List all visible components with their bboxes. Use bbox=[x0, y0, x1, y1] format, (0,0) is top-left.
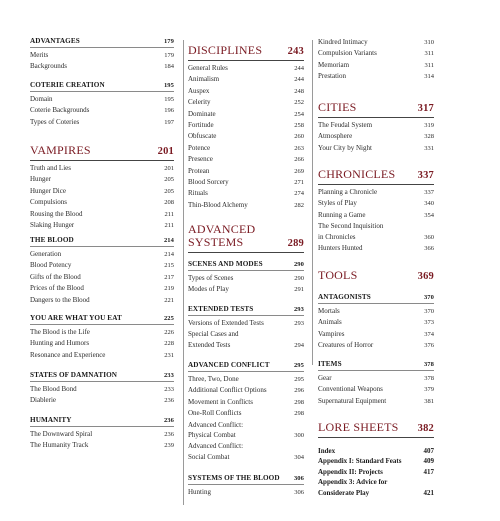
toc-entry[interactable]: The Feudal System 319 bbox=[318, 121, 434, 129]
toc-entry[interactable]: Three, Two, Done 295 bbox=[188, 375, 304, 383]
toc-entry[interactable]: The Humanity Track 239 bbox=[30, 441, 174, 450]
divider bbox=[30, 324, 174, 325]
divider bbox=[188, 315, 304, 316]
toc-entry[interactable]: Blood Potency 215 bbox=[30, 261, 174, 270]
divider bbox=[30, 91, 174, 92]
toc-entry[interactable]: Considerate Play 421 bbox=[318, 488, 434, 497]
toc-entry[interactable]: Slaking Hunger 211 bbox=[30, 221, 174, 230]
toc-entry[interactable]: Diablerie 236 bbox=[30, 396, 174, 405]
section-heading: ADVANTAGES 179 bbox=[30, 37, 174, 45]
divider bbox=[318, 437, 434, 438]
divider bbox=[188, 484, 304, 485]
toc-entry[interactable]: Running a Game 354 bbox=[318, 210, 434, 219]
toc-section bbox=[188, 43, 304, 211]
toc-section bbox=[318, 420, 434, 440]
toc-section bbox=[188, 223, 304, 255]
toc-entry[interactable]: Dominate 254 bbox=[188, 109, 304, 118]
toc-entry[interactable]: Special Cases and bbox=[188, 330, 239, 339]
chapter-heading: CHRONICLES 337 bbox=[318, 167, 434, 181]
column-divider bbox=[312, 40, 313, 365]
toc-entry[interactable]: Rousing the Blood 211 bbox=[30, 209, 174, 218]
toc-entry[interactable]: Styles of Play 340 bbox=[318, 199, 434, 208]
toc-section bbox=[188, 361, 304, 463]
toc-section bbox=[30, 81, 174, 128]
toc-entry[interactable]: Generation 214 bbox=[30, 250, 174, 258]
toc-entry[interactable]: Backgrounds 184 bbox=[30, 62, 174, 71]
toc-entry[interactable]: Dangers to the Blood 221 bbox=[30, 295, 174, 304]
toc-entry[interactable]: Planning a Chronicle 337 bbox=[318, 188, 434, 196]
toc-entry[interactable]: Types of Coteries 197 bbox=[30, 117, 174, 126]
toc-entry[interactable]: Physical Combat 300 bbox=[188, 431, 304, 440]
toc-entry[interactable]: Resonance and Experience 231 bbox=[30, 350, 174, 359]
toc-entry[interactable]: Vampires 374 bbox=[318, 329, 434, 338]
toc-entry[interactable]: Hunting and Humors 228 bbox=[30, 339, 174, 348]
divider bbox=[30, 426, 174, 427]
toc-entry[interactable]: Appendix 3: Advice for bbox=[318, 478, 388, 487]
toc-section bbox=[30, 416, 174, 452]
toc-entry[interactable]: Fortitude 258 bbox=[188, 121, 304, 130]
toc-entry[interactable]: Truth and Lies 201 bbox=[30, 164, 174, 172]
divider bbox=[318, 117, 434, 118]
toc-entry[interactable]: in Chronicles 360 bbox=[318, 232, 434, 241]
toc-section bbox=[30, 314, 174, 361]
toc-section bbox=[188, 305, 304, 351]
divider bbox=[30, 47, 174, 48]
toc-entry[interactable]: Celerity 252 bbox=[188, 98, 304, 107]
toc-entry[interactable]: Gear 378 bbox=[318, 374, 434, 382]
toc-entry[interactable]: Extended Tests 294 bbox=[188, 340, 304, 349]
divider bbox=[188, 371, 304, 372]
toc-entry[interactable]: Thin-Blood Alchemy 282 bbox=[188, 200, 304, 209]
toc-entry[interactable]: Index 407 bbox=[318, 447, 434, 455]
toc-entry[interactable]: Additional Conflict Options 296 bbox=[188, 386, 304, 395]
divider bbox=[188, 60, 304, 61]
toc-entry[interactable]: Rituals 274 bbox=[188, 189, 304, 198]
toc-entry[interactable]: Prestation 314 bbox=[318, 72, 434, 81]
toc-entry[interactable]: The Blood Bond 233 bbox=[30, 385, 174, 393]
toc-section bbox=[318, 37, 434, 83]
toc-entry[interactable]: Potence 263 bbox=[188, 143, 304, 152]
toc-entry[interactable]: The Downward Spiral 236 bbox=[30, 430, 174, 438]
toc-entry[interactable]: Creatures of Horror 376 bbox=[318, 341, 434, 350]
toc-section bbox=[318, 360, 434, 407]
section-heading: ITEMS 378 bbox=[318, 360, 434, 368]
divider bbox=[188, 270, 304, 271]
toc-entry[interactable]: Animalism 244 bbox=[188, 75, 304, 84]
toc-section bbox=[318, 293, 434, 352]
toc-entry[interactable]: Compulsions 208 bbox=[30, 198, 174, 207]
toc-entry[interactable]: Obfuscate 260 bbox=[188, 132, 304, 141]
divider bbox=[188, 252, 304, 253]
chapter-heading: DISCIPLINES 243 bbox=[188, 43, 304, 57]
toc-entry[interactable]: Versions of Extended Tests 293 bbox=[188, 319, 304, 327]
toc-entry[interactable]: Hunting 306 bbox=[188, 488, 304, 496]
section-heading: YOU ARE WHAT YOU EAT 225 bbox=[30, 314, 174, 322]
section-heading: THE BLOOD 214 bbox=[30, 236, 174, 244]
toc-section bbox=[30, 236, 174, 306]
toc-entry[interactable]: General Rules 244 bbox=[188, 64, 304, 72]
toc-entry[interactable]: Blood Sorcery 271 bbox=[188, 178, 304, 187]
toc-entry[interactable]: Compulsion Variants 311 bbox=[318, 49, 434, 58]
section-heading: STATES OF DAMNATION 233 bbox=[30, 371, 174, 379]
divider bbox=[30, 160, 174, 161]
divider bbox=[318, 303, 434, 304]
chapter-heading: LORE SHEETS 382 bbox=[318, 420, 434, 434]
toc-entry[interactable]: Auspex 248 bbox=[188, 86, 304, 95]
toc-entry[interactable]: Social Combat 304 bbox=[188, 452, 304, 461]
toc-entry[interactable]: Advanced Conflict: bbox=[188, 420, 244, 429]
toc-entry[interactable]: Protean 269 bbox=[188, 166, 304, 175]
toc-section bbox=[318, 167, 434, 254]
toc-entry[interactable]: Mortals 370 bbox=[318, 307, 434, 315]
section-heading: COTERIE CREATION 195 bbox=[30, 81, 174, 89]
toc-section bbox=[30, 143, 174, 231]
toc-entry[interactable]: Conventional Weapons 379 bbox=[318, 385, 434, 394]
toc-entry[interactable]: Coterie Backgrounds 196 bbox=[30, 106, 174, 115]
toc-entry[interactable]: Domain 195 bbox=[30, 95, 174, 103]
toc-entry[interactable]: Merits 179 bbox=[30, 51, 174, 59]
toc-section bbox=[188, 474, 304, 498]
toc-entry[interactable]: Advanced Conflict: bbox=[188, 442, 244, 451]
toc-entry[interactable]: Supernatural Equipment 381 bbox=[318, 396, 434, 405]
chapter-heading: VAMPIRES 201 bbox=[30, 143, 174, 157]
toc-section bbox=[318, 268, 434, 283]
toc-entry[interactable]: Presence 266 bbox=[188, 155, 304, 164]
toc-entry[interactable]: Prices of the Blood 219 bbox=[30, 284, 174, 293]
section-heading: ANTAGONISTS 370 bbox=[318, 293, 434, 301]
toc-entry[interactable]: Hunger Dice 205 bbox=[30, 186, 174, 195]
divider bbox=[30, 246, 174, 247]
toc-entry[interactable]: Atmosphere 328 bbox=[318, 132, 434, 141]
toc-entry[interactable]: Types of Scenes 290 bbox=[188, 274, 304, 282]
divider bbox=[318, 184, 434, 185]
toc-entry[interactable]: Movement in Conflicts 298 bbox=[188, 397, 304, 406]
toc-section bbox=[30, 371, 174, 407]
section-heading: SYSTEMS OF THE BLOOD 306 bbox=[188, 474, 304, 482]
toc-entry[interactable]: Modes of Play 291 bbox=[188, 285, 304, 294]
toc-section bbox=[30, 37, 174, 73]
toc-section bbox=[318, 446, 434, 498]
chapter-heading: ADVANCED SYSTEMS 289 bbox=[188, 222, 304, 249]
divider bbox=[318, 370, 434, 371]
section-heading: HUMANITY 236 bbox=[30, 416, 174, 424]
toc-entry[interactable]: Animals 373 bbox=[318, 318, 434, 327]
chapter-heading: TOOLS 369 bbox=[318, 268, 434, 282]
toc-entry[interactable]: One-Roll Conflicts 298 bbox=[188, 409, 304, 418]
toc-entry[interactable]: Kindred Intimacy 310 bbox=[318, 38, 434, 46]
toc-entry[interactable]: Appendix I: Standard Feats 409 bbox=[318, 457, 434, 466]
toc-entry[interactable]: Hunger 205 bbox=[30, 175, 174, 184]
toc-entry[interactable]: The Blood is the Life 226 bbox=[30, 328, 174, 336]
section-heading: SCENES AND MODES 290 bbox=[188, 260, 304, 268]
toc-entry[interactable]: The Second Inquisition bbox=[318, 222, 384, 231]
section-heading: ADVANCED CONFLICT 295 bbox=[188, 361, 304, 369]
column-divider bbox=[183, 40, 184, 505]
divider bbox=[30, 381, 174, 382]
toc-section bbox=[188, 260, 304, 296]
section-heading: EXTENDED TESTS 293 bbox=[188, 305, 304, 313]
toc-entry[interactable]: Your City by Night 331 bbox=[318, 143, 434, 152]
toc-entry[interactable]: Appendix II: Projects 417 bbox=[318, 467, 434, 476]
toc-entry[interactable]: Memoriam 311 bbox=[318, 60, 434, 69]
toc-entry[interactable]: Gifts of the Blood 217 bbox=[30, 272, 174, 281]
chapter-heading: CITIES 317 bbox=[318, 100, 434, 114]
toc-section bbox=[318, 100, 434, 154]
toc-entry[interactable]: Hunters Hunted 366 bbox=[318, 244, 434, 253]
